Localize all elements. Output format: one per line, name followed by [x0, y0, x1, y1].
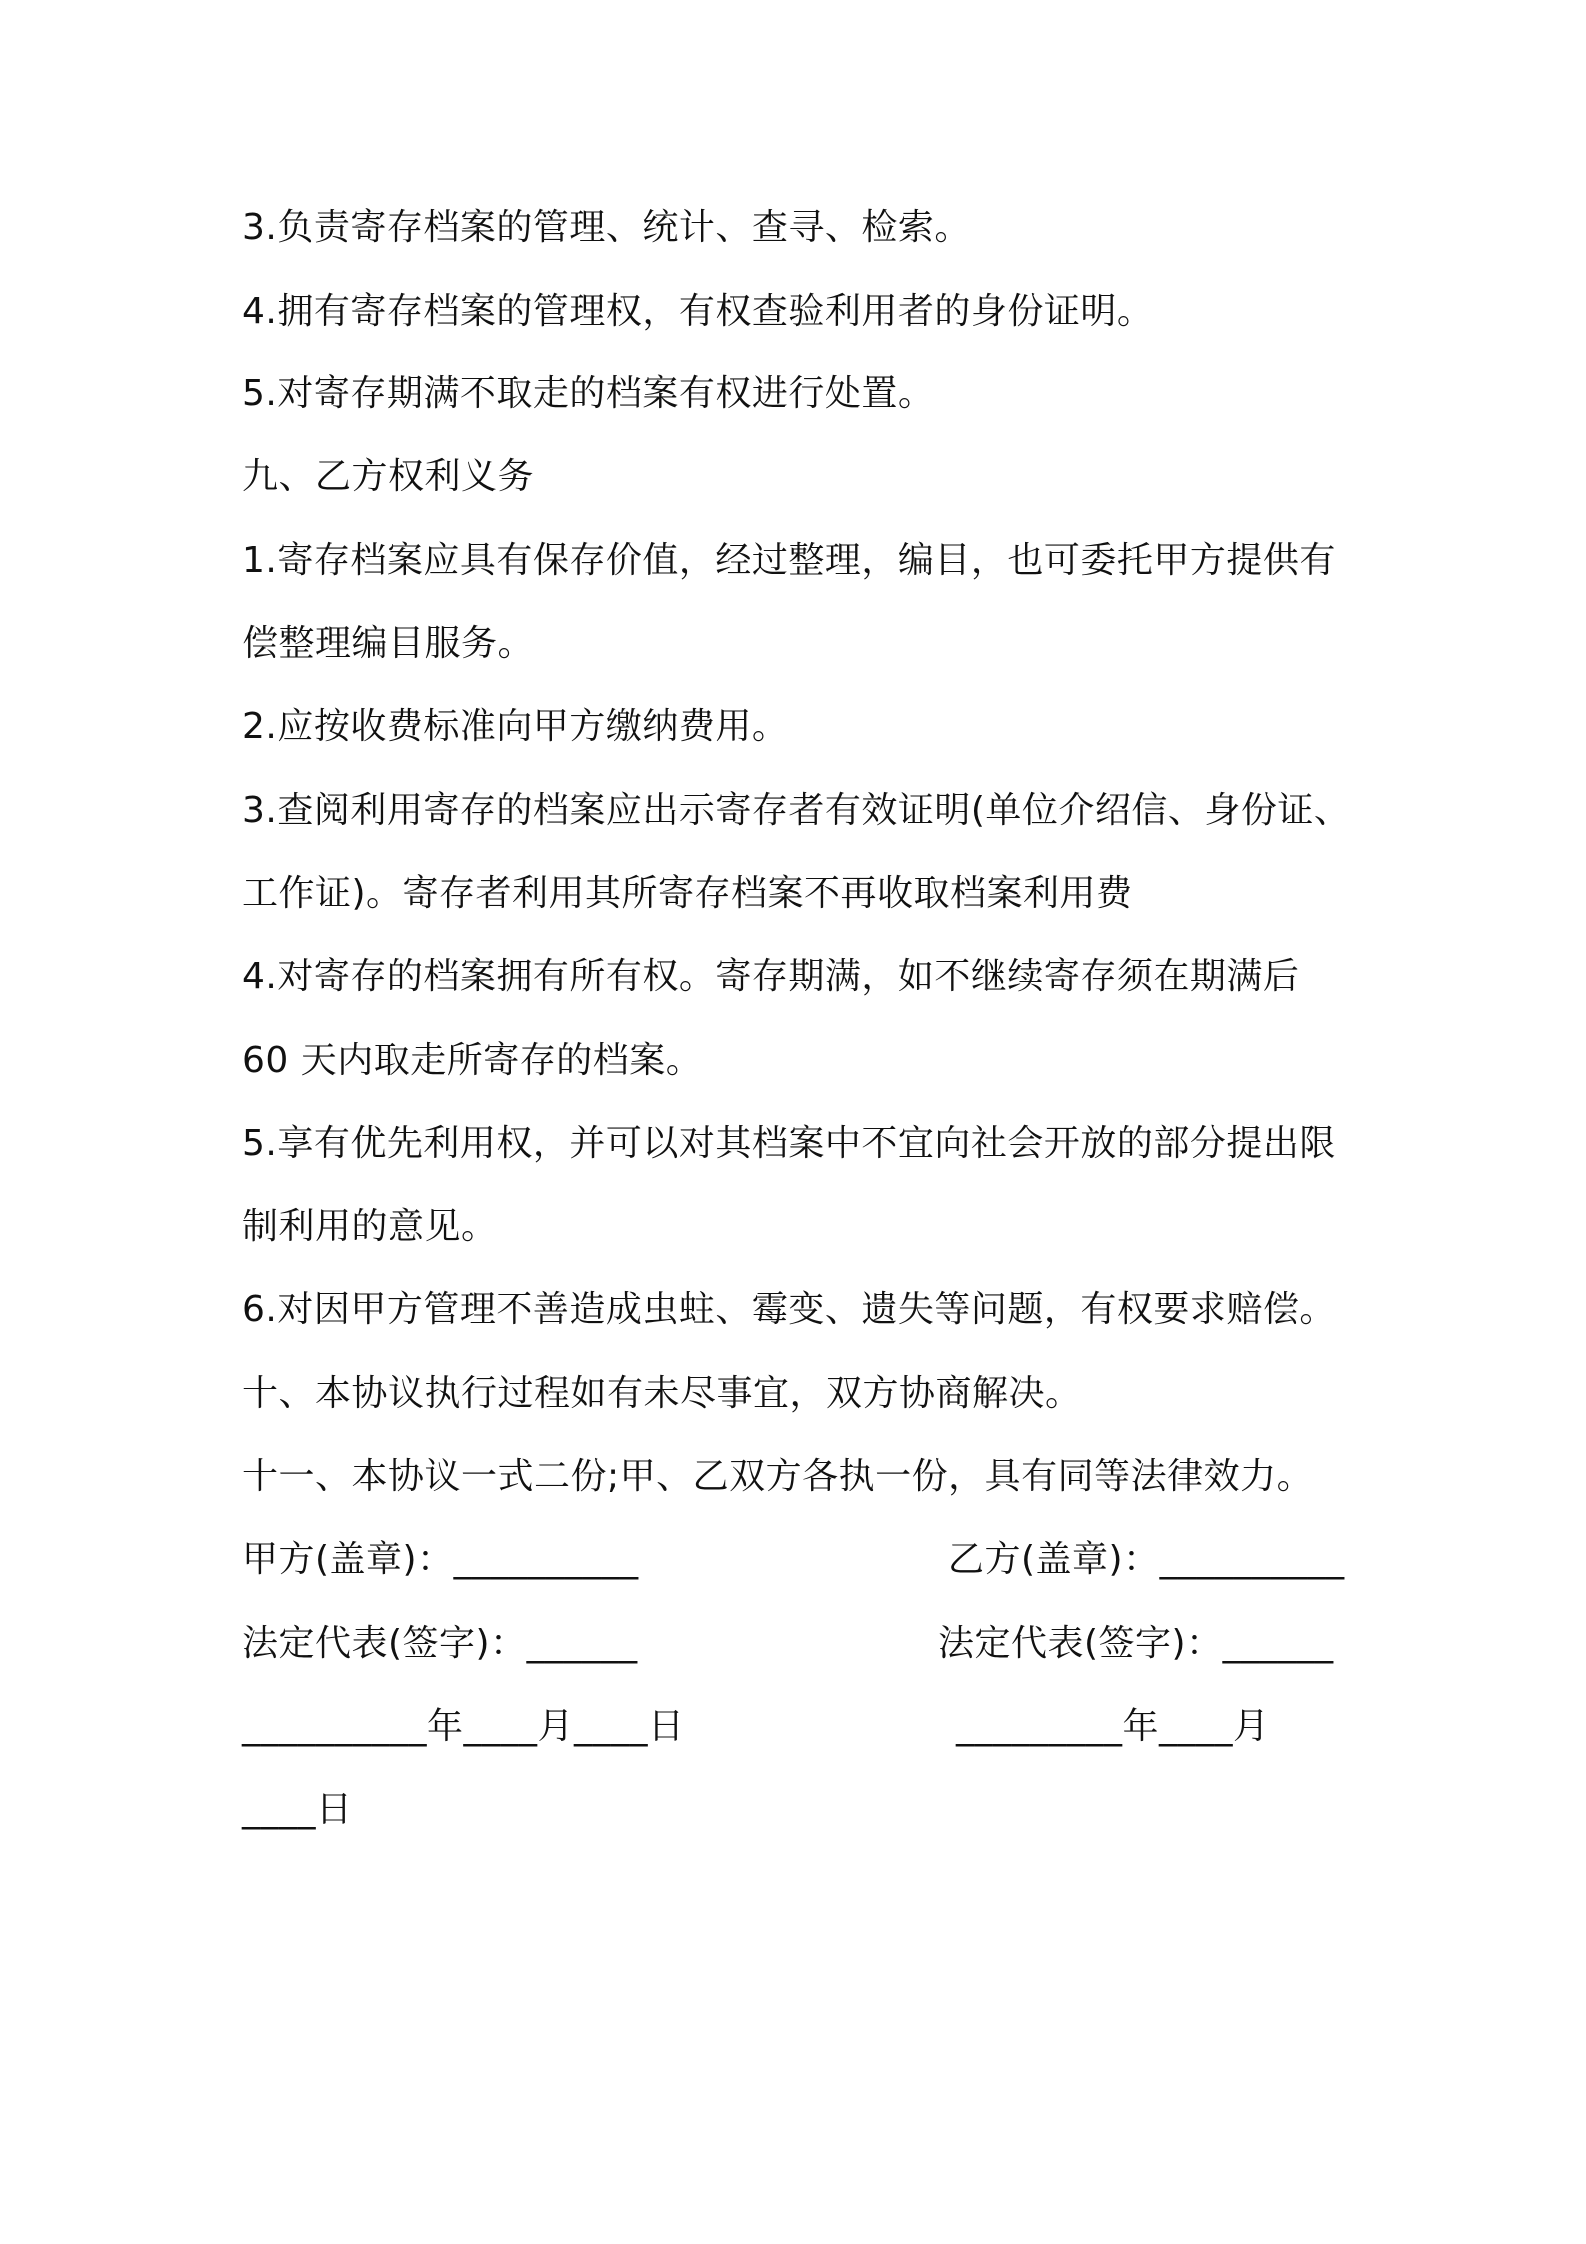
party-a-seal-field: 甲方(盖章)：__________: [242, 1539, 639, 1580]
party-a-representative-field: 法定代表(签字)：______: [242, 1623, 638, 1664]
clause-9-item-1-line-1: 1.寄存档案应具有保存价值，经过整理，编目，也可委托甲方提供有: [242, 540, 1336, 581]
section-11: 十一、本协议一式二份;甲、乙双方各执一份，具有同等法律效力。: [242, 1456, 1314, 1497]
clause-8-item-5: 5.对寄存期满不取走的档案有权进行处置。: [242, 373, 935, 414]
party-b-date-field: _________年____月: [956, 1706, 1270, 1747]
clause-8-item-4: 4.拥有寄存档案的管理权，有权查验利用者的身份证明。: [242, 291, 1154, 332]
clause-9-item-5-line-1: 5.享有优先利用权，并可以对其档案中不宜向社会开放的部分提出限: [242, 1123, 1336, 1164]
section-10: 十、本协议执行过程如有未尽事宜，双方协商解决。: [242, 1373, 1082, 1414]
party-a-date-field: __________年____月____日: [242, 1706, 685, 1747]
clause-9-item-6: 6.对因甲方管理不善造成虫蛀、霉变、遗失等问题，有权要求赔偿。: [242, 1289, 1336, 1330]
clause-9-item-4-line-1: 4.对寄存的档案拥有所有权。寄存期满，如不继续寄存须在期满后: [242, 956, 1300, 997]
clause-8-item-3: 3.负责寄存档案的管理、统计、查寻、检索。: [242, 207, 971, 248]
party-b-date-day: ____日: [242, 1789, 353, 1830]
clause-9-item-2: 2.应按收费标准向甲方缴纳费用。: [242, 706, 789, 747]
clause-9-item-3-line-1: 3.查阅利用寄存的档案应出示寄存者有效证明(单位介绍信、身份证、: [242, 790, 1351, 831]
clause-9-item-3-line-2: 工作证)。寄存者利用其所寄存档案不再收取档案利用费: [242, 873, 1133, 914]
party-b-seal-field: 乙方(盖章)：__________: [948, 1539, 1345, 1580]
party-b-representative-field: 法定代表(签字)：______: [938, 1623, 1334, 1664]
clause-9-item-5-line-2: 制利用的意见。: [242, 1206, 498, 1247]
clause-9-item-4-line-2: 60 天内取走所寄存的档案。: [242, 1040, 703, 1081]
clause-9-item-1-line-2: 偿整理编目服务。: [242, 623, 535, 664]
section-9-heading: 九、乙方权利义务: [242, 456, 535, 497]
